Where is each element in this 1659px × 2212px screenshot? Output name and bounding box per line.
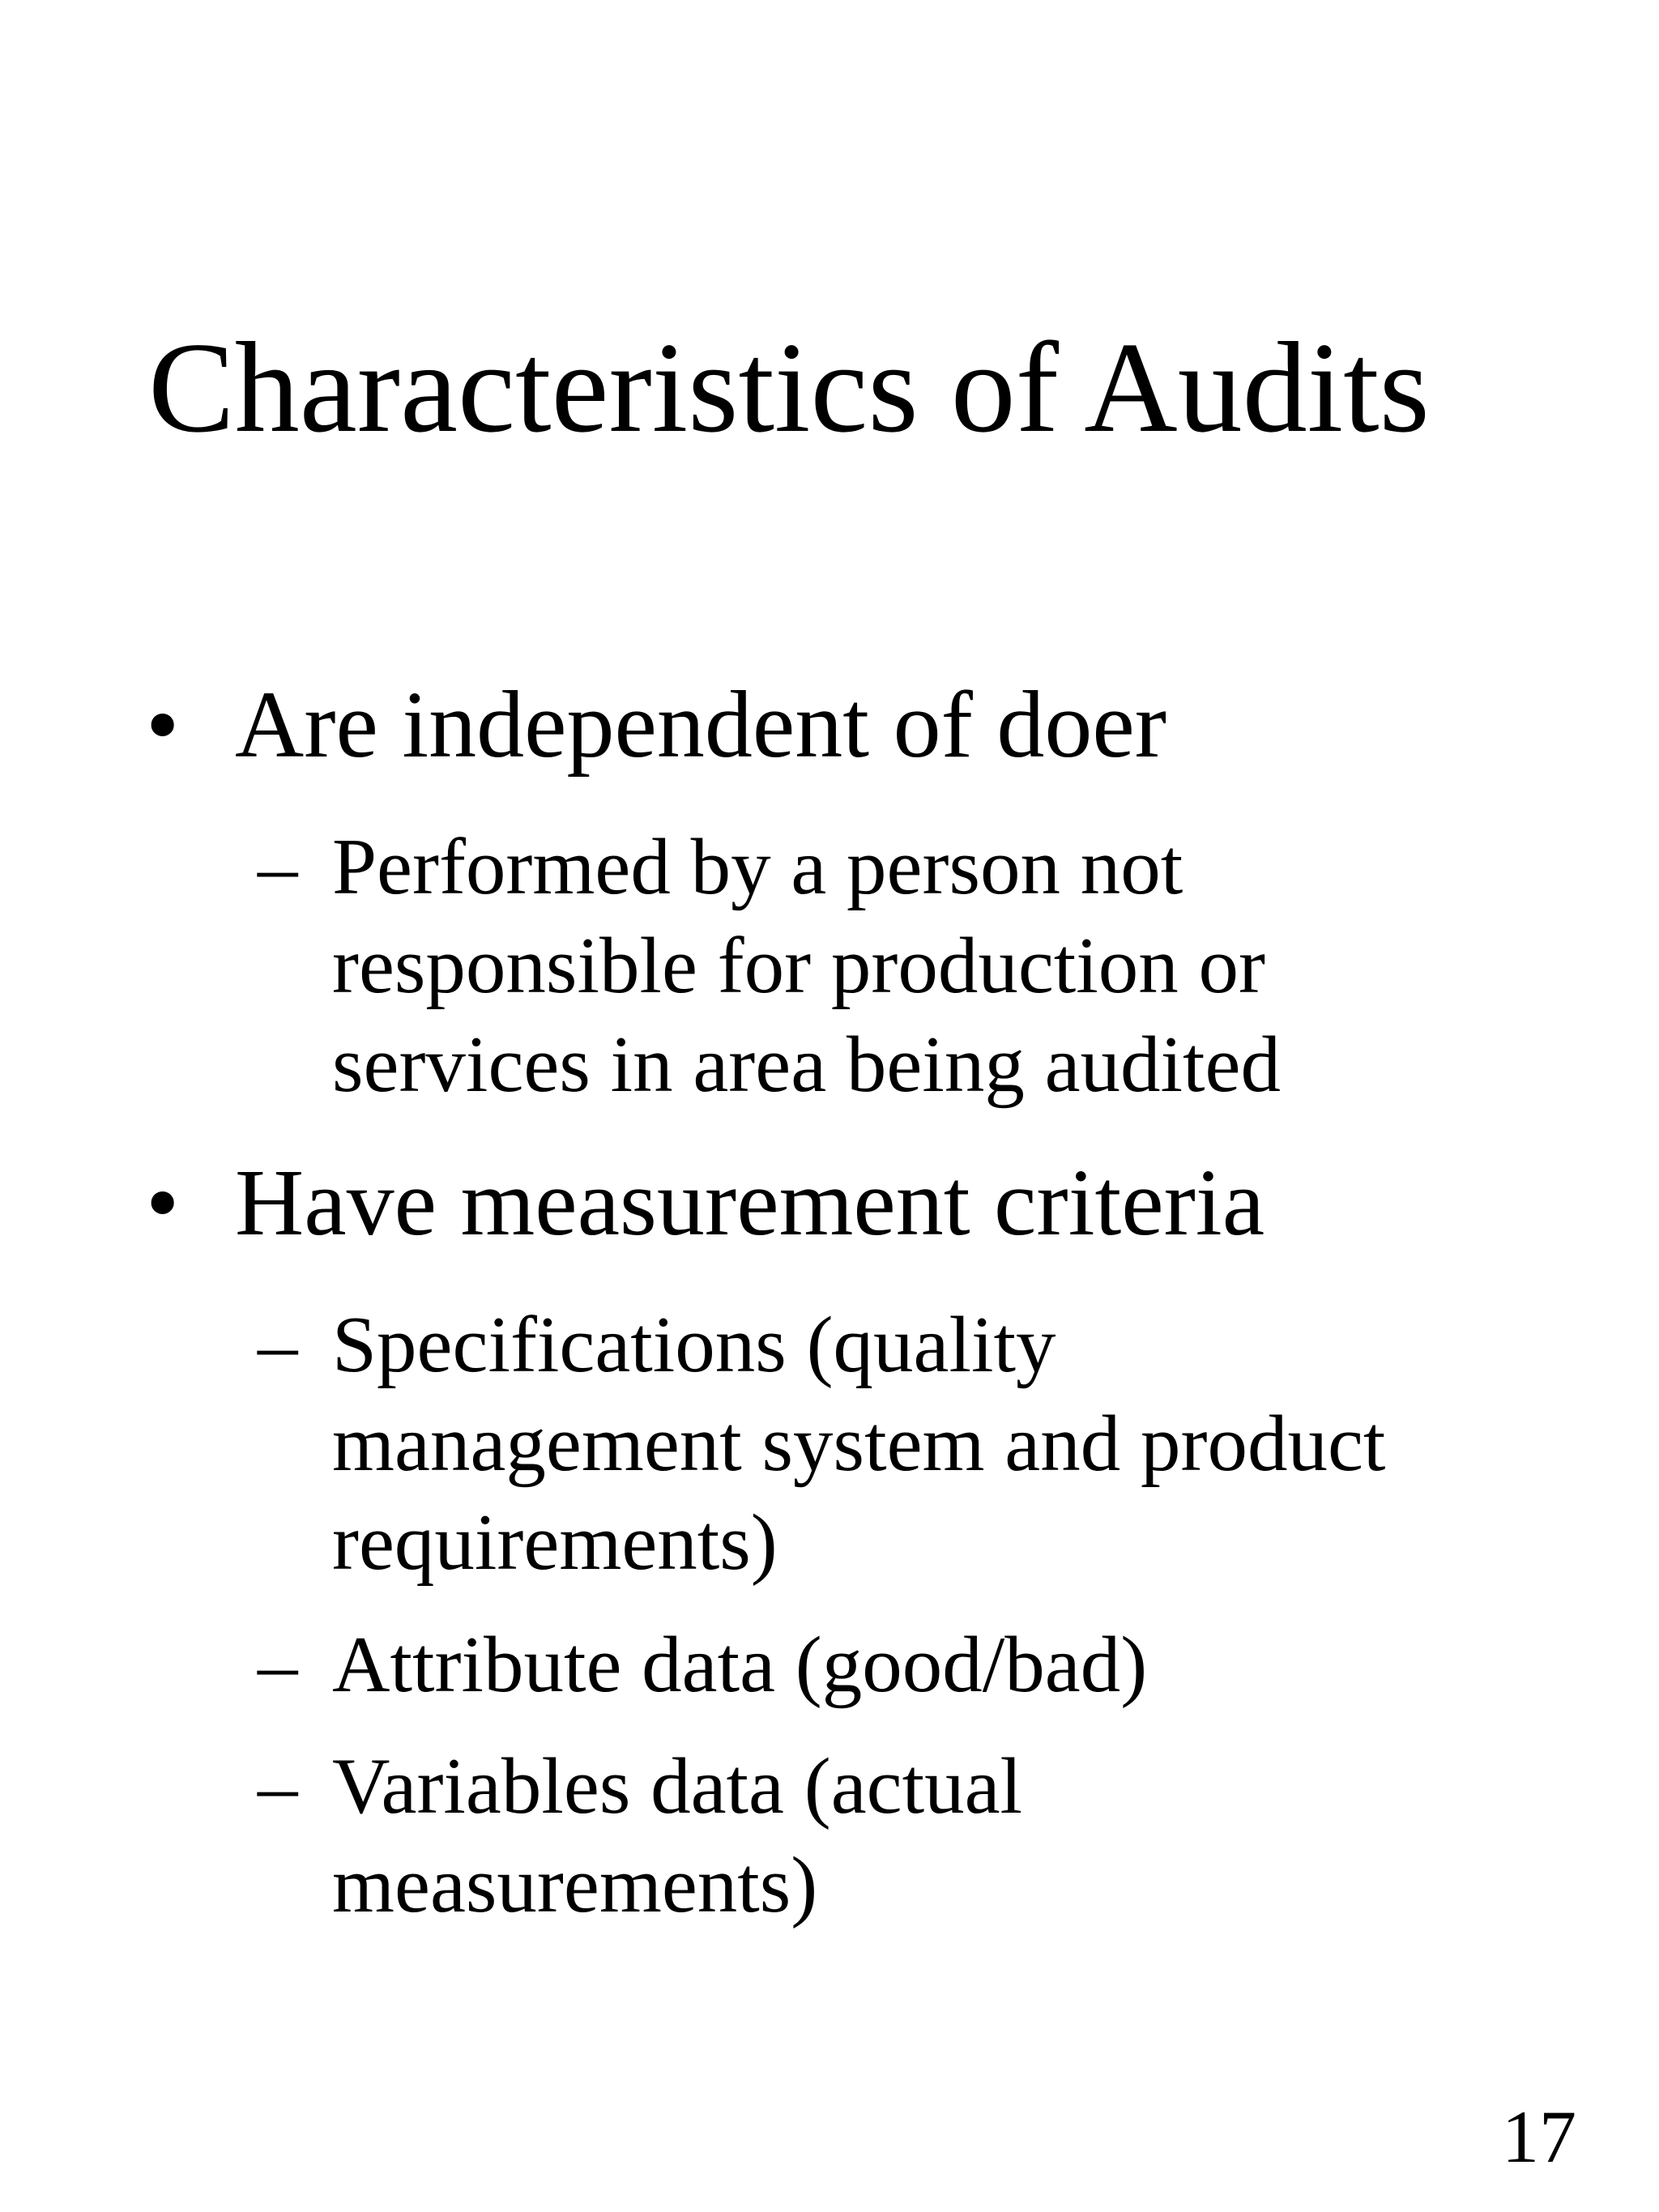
- sub-bullet-marker: –: [258, 1742, 298, 1831]
- bullet-item: [146, 672, 1166, 778]
- bullet-marker: •: [146, 671, 180, 778]
- sub-bullet-marker: –: [258, 1621, 298, 1709]
- page-number: 17: [1502, 2095, 1576, 2178]
- bullet-text: Have measurement criteria: [235, 1149, 1265, 1255]
- sub-bullet-item: [258, 818, 1281, 1115]
- bullet-text: Are independent of doer: [235, 671, 1167, 778]
- sub-bullet-item: [258, 1737, 1022, 1935]
- sub-bullet-item: [258, 1616, 1147, 1715]
- sub-bullet-text: Performed by a person not responsible for production or services in area being audited: [332, 823, 1281, 1109]
- sub-bullet-marker: –: [258, 823, 298, 911]
- bullet-item: [146, 1150, 1265, 1255]
- sub-bullet-marker: –: [258, 1301, 298, 1389]
- sub-bullet-text: Variables data (actual measurements): [332, 1742, 1023, 1929]
- slide-title: Characteristics of Audits: [148, 315, 1430, 459]
- sub-bullet-text: Attribute data (good/bad): [332, 1621, 1148, 1709]
- sub-bullet-text: Specifications (quality management system and product requirements): [332, 1301, 1386, 1587]
- bullet-marker: •: [146, 1149, 180, 1255]
- sub-bullet-item: [258, 1296, 1385, 1592]
